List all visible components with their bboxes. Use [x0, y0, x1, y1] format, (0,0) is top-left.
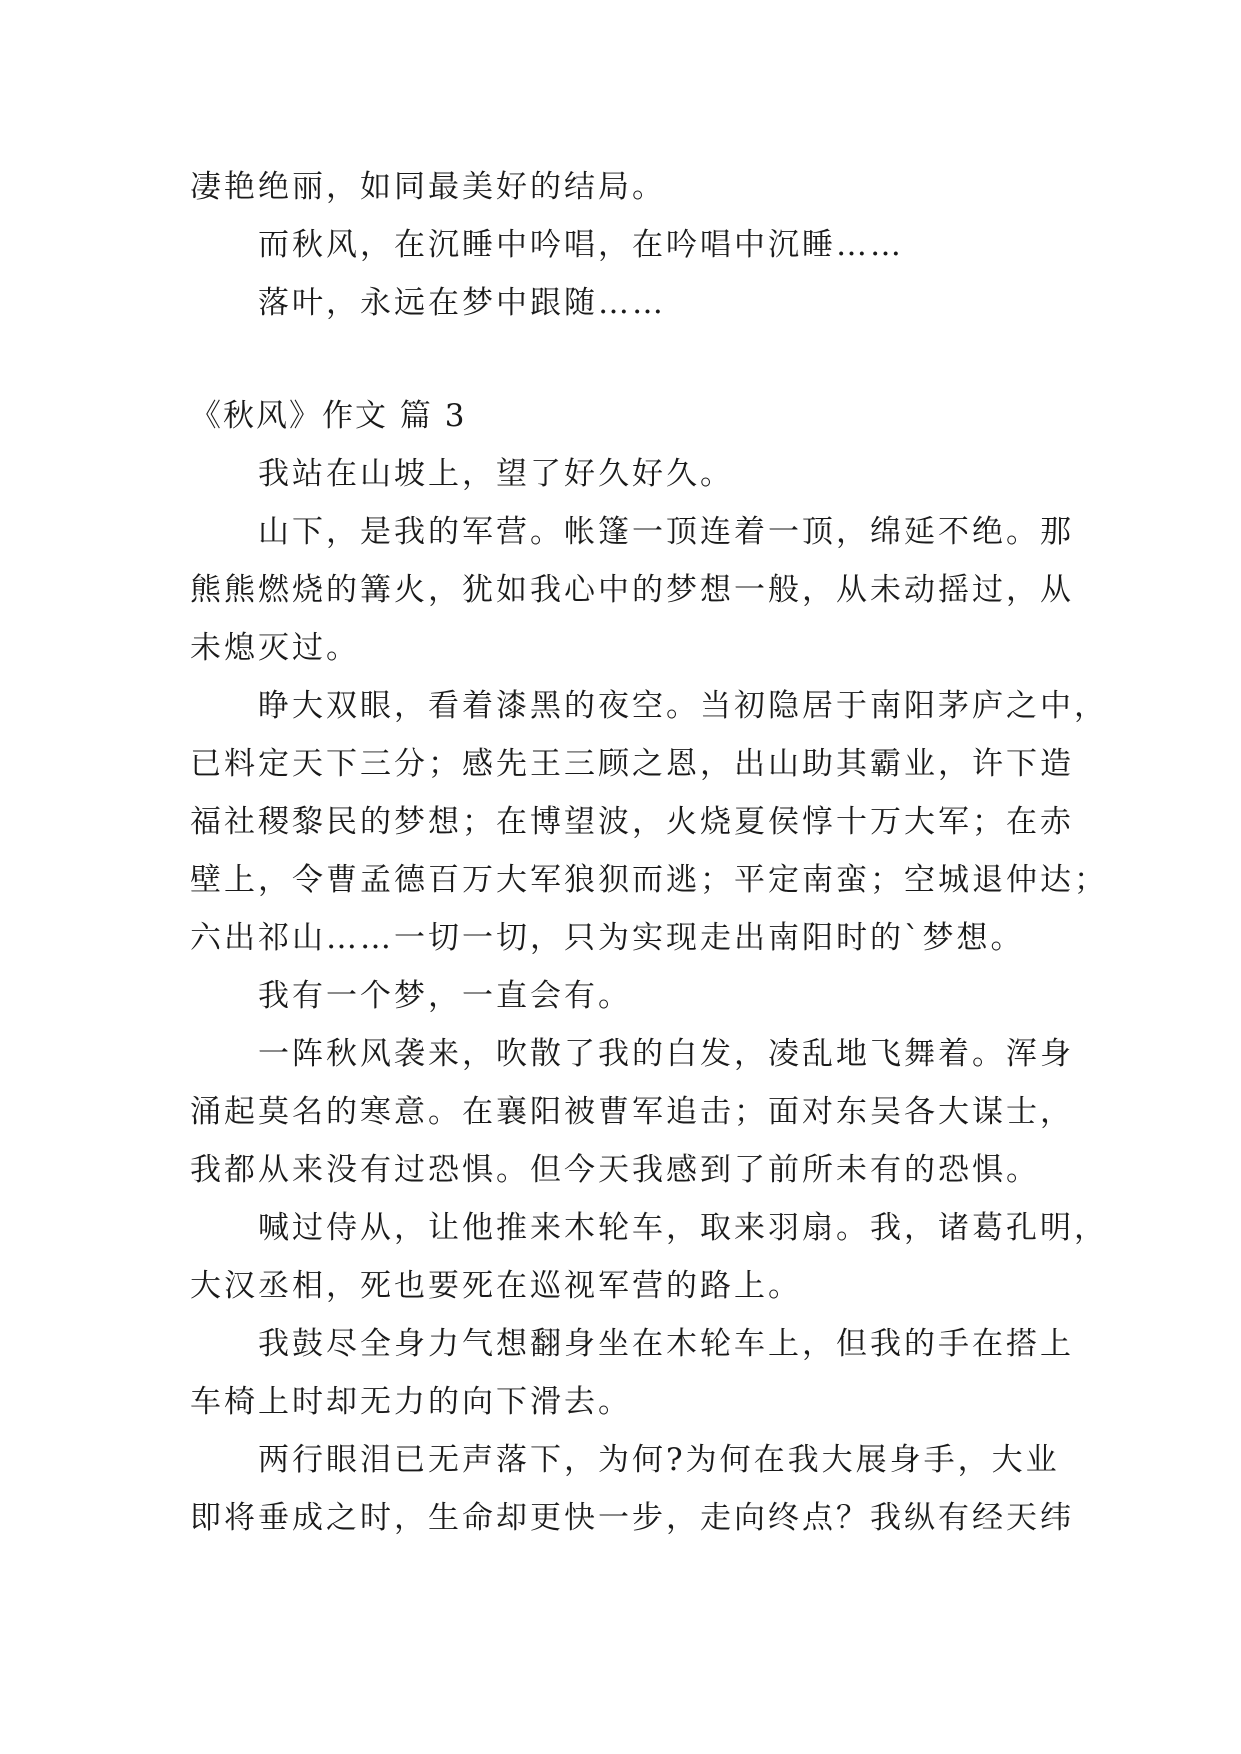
document-body: [190, 158, 1108, 1547]
body-line: 我都从来没有过恐惧。但今天我感到了前所未有的恐惧。: [190, 1152, 1040, 1188]
section-spacer: [190, 332, 1070, 387]
body-line: 我鼓尽全身力气想翻身坐在木轮车上，但我的手在搭上: [258, 1326, 1074, 1362]
body-line: 未熄灭过。: [190, 630, 360, 666]
body-line: 我有一个梦，一直会有。: [258, 978, 632, 1014]
body-line: 六出祁山……一切一切，只为实现走出南阳时的`梦想。: [190, 920, 1025, 956]
body-line: 落叶，永远在梦中跟随……: [258, 285, 666, 321]
body-line: 而秋风，在沉睡中吟唱，在吟唱中沉睡……: [258, 227, 904, 263]
body-line: 睁大双眼，看着漆黑的夜空。当初隐居于南阳茅庐之中，: [258, 688, 1108, 724]
body-line: 壁上，令曹孟德百万大军狼狈而逃；平定南蛮；空城退仲达；: [190, 862, 1108, 898]
body-line: 车椅上时却无力的向下滑去。: [190, 1384, 632, 1420]
body-line: 喊过侍从，让他推来木轮车，取来羽扇。我，诸葛孔明，: [258, 1210, 1108, 1246]
body-line: 凄艳绝丽，如同最美好的结局。: [190, 169, 666, 205]
body-line: 山下，是我的军营。帐篷一顶连着一顶，绵延不绝。那: [258, 514, 1074, 550]
body-line: 两行眼泪已无声落下，为何?为何在我大展身手，大业: [258, 1442, 1060, 1478]
body-line: 一阵秋风袭来，吹散了我的白发，凌乱地飞舞着。浑身: [258, 1036, 1074, 1072]
body-line: 福社稷黎民的梦想；在博望波，火烧夏侯惇十万大军；在赤: [190, 804, 1074, 840]
body-line: 即将垂成之时，生命却更快一步，走向终点？我纵有经天纬: [190, 1500, 1074, 1536]
body-line: 涌起莫名的寒意。在襄阳被曹军追击；面对东吴各大谋士，: [190, 1094, 1074, 1130]
body-line: 已料定天下三分；感先王三顾之恩，出山助其霸业，许下造: [190, 746, 1074, 782]
body-line: 大汉丞相，死也要死在巡视军营的路上。: [190, 1268, 802, 1304]
body-line: 我站在山坡上，望了好久好久。: [258, 456, 734, 492]
body-line: 熊熊燃烧的篝火，犹如我心中的梦想一般，从未动摇过，从: [190, 572, 1074, 608]
section-heading: 《秋风》作文 篇 3: [190, 398, 467, 434]
